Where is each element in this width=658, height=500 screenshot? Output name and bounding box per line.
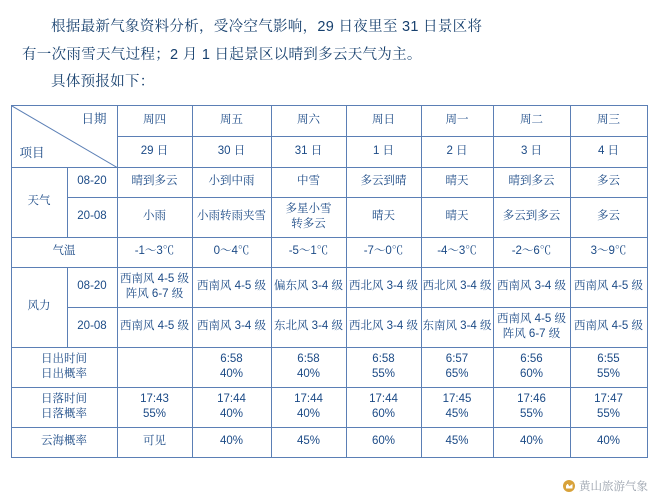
table-row (11, 427, 647, 457)
data-cell: -4～3℃ (421, 237, 493, 267)
table-row (11, 197, 647, 237)
table-corner-header (11, 105, 117, 167)
watermark (563, 478, 648, 494)
weekday-header: 周二 (493, 105, 570, 136)
data-cell: 40% (192, 427, 271, 457)
intro-line-1: 根据最新气象资料分析，受冷空气影响，29 日夜里至 31 日景区将 (51, 19, 483, 35)
row-label-wind: 风力 (11, 267, 67, 347)
data-cell: 17:47 55% (570, 387, 647, 427)
data-cell: 小雨 (117, 197, 192, 237)
data-cell: 17:44 40% (271, 387, 346, 427)
weekday-header: 周四 (117, 105, 192, 136)
table-row (11, 167, 647, 197)
data-cell: 多星小雪 转多云 (271, 197, 346, 237)
row-label-weather: 天气 (11, 167, 67, 237)
weekday-header: 周日 (346, 105, 421, 136)
day-header: 30 日 (192, 136, 271, 167)
data-cell: 40% (493, 427, 570, 457)
weibo-icon (563, 480, 575, 492)
day-header: 1 日 (346, 136, 421, 167)
data-cell: 西南风 4-5 级 (117, 307, 192, 347)
row-sublabel: 20-08 (67, 307, 117, 347)
data-cell: 晴天 (421, 167, 493, 197)
data-cell: 西北风 3-4 级 (346, 267, 421, 307)
data-cell: 西南风 3-4 级 (192, 307, 271, 347)
day-header: 2 日 (421, 136, 493, 167)
data-cell: 40% (570, 427, 647, 457)
data-cell: 晴到多云 (493, 167, 570, 197)
data-cell: 17:44 40% (192, 387, 271, 427)
data-cell: 17:43 55% (117, 387, 192, 427)
data-cell: 西北风 3-4 级 (421, 267, 493, 307)
data-cell: 多云到晴 (346, 167, 421, 197)
data-cell: -1～3℃ (117, 237, 192, 267)
data-cell: 6:58 55% (346, 347, 421, 387)
data-cell: 晴到多云 (117, 167, 192, 197)
data-cell: 中雪 (271, 167, 346, 197)
data-cell: 西北风 3-4 级 (346, 307, 421, 347)
day-header: 31 日 (271, 136, 346, 167)
corner-item-label: 项目 (19, 145, 45, 160)
data-cell: 多云 (570, 197, 647, 237)
data-cell: 多云到多云 (493, 197, 570, 237)
intro-line-3: 具体预报如下： (51, 74, 155, 91)
data-cell: 45% (271, 427, 346, 457)
data-cell: 西南风 4-5 级 (192, 267, 271, 307)
row-label-sunset: 日落时间 日落概率 (11, 387, 117, 427)
table-row (11, 307, 647, 347)
data-cell: -2～6℃ (493, 237, 570, 267)
day-header: 4 日 (570, 136, 647, 167)
data-cell: 17:45 45% (421, 387, 493, 427)
weekday-header: 周五 (192, 105, 271, 136)
data-cell: 西南风 4-5 级 (570, 267, 647, 307)
data-cell: 3～9℃ (570, 237, 647, 267)
data-cell: 西南风 4-5 级 阵风 6-7 级 (493, 307, 570, 347)
data-cell: 6:58 40% (192, 347, 271, 387)
data-cell: 西南风 3-4 级 (493, 267, 570, 307)
data-cell: 多云 (570, 167, 647, 197)
intro-line-2: 有一次雨雪天气过程；2 月 1 日起景区以晴到多云天气为主。 (22, 46, 422, 63)
table-row (11, 387, 647, 427)
data-cell: 0～4℃ (192, 237, 271, 267)
day-header: 29 日 (117, 136, 192, 167)
data-cell: 东南风 3-4 级 (421, 307, 493, 347)
table-row (11, 237, 647, 267)
data-cell: 45% (421, 427, 493, 457)
row-label-sunrise: 日出时间 日出概率 (11, 347, 117, 387)
data-cell: 17:44 60% (346, 387, 421, 427)
data-cell: 6:58 40% (271, 347, 346, 387)
data-cell: 晴天 (346, 197, 421, 237)
row-sublabel: 20-08 (67, 197, 117, 237)
row-sublabel: 08-20 (67, 167, 117, 197)
table-row (11, 347, 647, 387)
data-cell: 小雨转雨夹雪 (192, 197, 271, 237)
row-label-cloud-sea: 云海概率 (11, 427, 117, 457)
data-cell: -5～1℃ (271, 237, 346, 267)
table-row (11, 267, 647, 307)
data-cell: 6:56 60% (493, 347, 570, 387)
data-cell: 小到中雨 (192, 167, 271, 197)
data-cell (117, 347, 192, 387)
data-cell: 6:57 65% (421, 347, 493, 387)
forecast-table (11, 105, 648, 458)
data-cell: 东北风 3-4 级 (271, 307, 346, 347)
data-cell: 西南风 4-5 级 阵风 6-7 级 (117, 267, 192, 307)
weekday-header: 周三 (570, 105, 647, 136)
data-cell: -7～0℃ (346, 237, 421, 267)
day-header: 3 日 (493, 136, 570, 167)
data-cell: 西南风 4-5 级 (570, 307, 647, 347)
row-label-temperature: 气温 (11, 237, 117, 267)
corner-date-label: 日期 (81, 111, 107, 126)
data-cell: 可见 (117, 427, 192, 457)
data-cell: 60% (346, 427, 421, 457)
row-sublabel: 08-20 (67, 267, 117, 307)
data-cell: 偏东风 3-4 级 (271, 267, 346, 307)
weekday-header: 周一 (421, 105, 493, 136)
intro-paragraph (0, 0, 658, 97)
data-cell: 6:55 55% (570, 347, 647, 387)
data-cell: 17:46 55% (493, 387, 570, 427)
watermark-label: 黄山旅游气象 (579, 481, 648, 493)
weekday-header: 周六 (271, 105, 346, 136)
data-cell: 晴天 (421, 197, 493, 237)
